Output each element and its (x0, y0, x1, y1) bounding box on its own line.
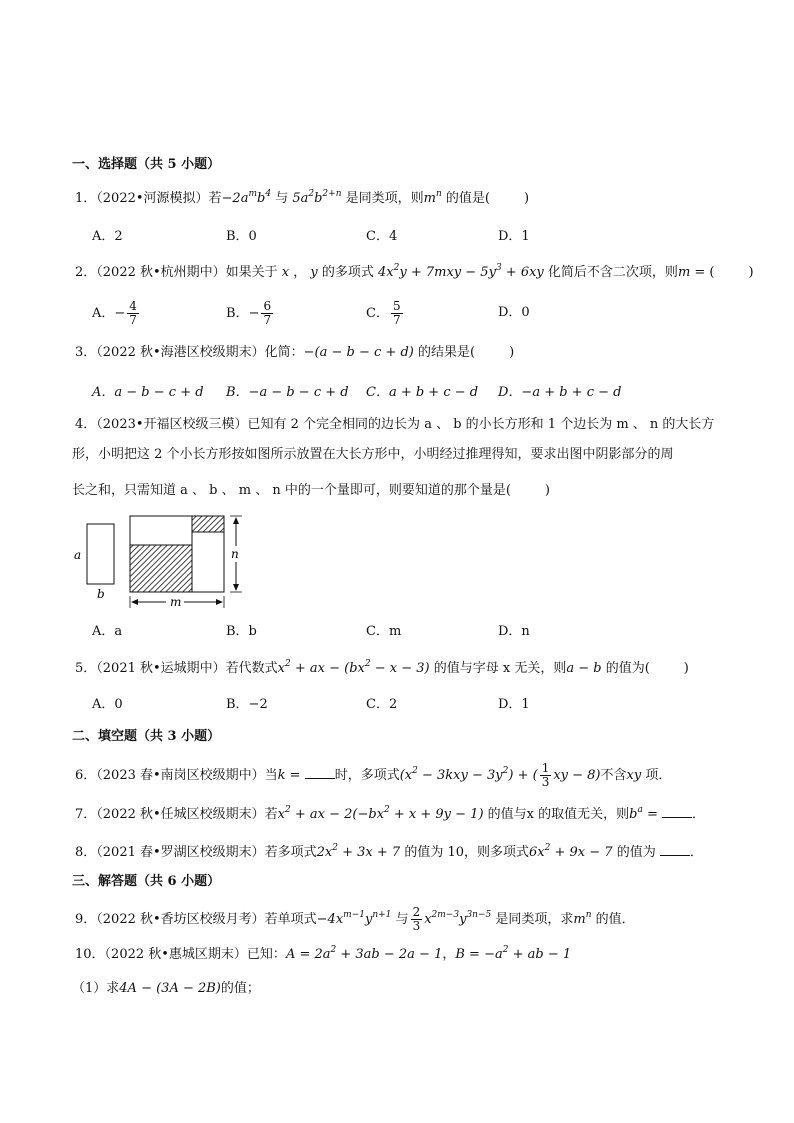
question-4-line-3: 长之和，只需知道 a 、 b 、 m 、 n 中的一个量即可，则要知道的那个量是( ) (72, 483, 550, 498)
q7-answer-blank[interactable] (662, 805, 692, 818)
shaded-region-top-right (192, 516, 224, 532)
small-rectangle (87, 524, 114, 584)
q4-rectangle-figure (66, 510, 256, 620)
question-2: 2．（2022 秋•杭州期中）如果关于 x ， y 的多项式 $4x^2y + 7mxy - 5y^3 + 6xy$ 化简后不含二次项，则m = ( ) (75, 263, 754, 280)
q3-option-d[interactable]: D．−a + b + c − d (498, 385, 622, 400)
q5-option-b[interactable]: B．−2 (226, 697, 268, 712)
section-title-fill: 二、填空题（共 3 小题） (72, 729, 221, 744)
q4-option-c[interactable]: C．m (366, 624, 402, 639)
shaded-region-bottom-left (130, 545, 192, 592)
q5-option-c[interactable]: C．2 (366, 697, 398, 712)
question-4-line-1: 4．（2023•开福区校级三模）已知有 2 个完全相同的边长为 a 、 b 的小长方形和 1 个边长为 m 、 n 的大长方 (75, 417, 715, 432)
q1-option-a[interactable]: A．2 (92, 229, 123, 244)
question-10: 10．（2022 秋•惠城区期末）已知：$A = 2a^2 + 3ab - 2a - 1$，$B = -a^2$ + ab − 1 (75, 945, 572, 962)
label-m: m (170, 595, 182, 609)
question-5: 5．（2021 秋•运城期中）若代数式$x^2$ + ax − $(bx^2 - x - 3)$ 的值与字母 x 无关，则a − b 的值为( ) (75, 659, 689, 676)
q6-answer-blank[interactable] (305, 766, 335, 779)
question-10-part-1: （1）求4A − (3A − 2B)的值； (72, 981, 260, 996)
q2-option-a[interactable]: A．− $\frac{4}{7}$ (92, 299, 137, 327)
q4-option-b[interactable]: B．b (226, 624, 257, 639)
question-4-line-2: 形，小明把这 2 个小长方形按如图所示放置在大长方形中，小明经过推理得知，要求出图中阴影部分的周 (72, 447, 674, 462)
q4-option-d[interactable]: D．n (498, 624, 530, 639)
q4-option-a[interactable]: A．a (92, 624, 123, 639)
q5-option-d[interactable]: D．1 (498, 697, 530, 712)
q2-option-d[interactable]: D．0 (498, 305, 530, 320)
vertical-small-rectangle (192, 532, 224, 592)
section-title-answer: 三、解答题（共 6 小题） (72, 874, 221, 889)
q1-option-d[interactable]: D．1 (498, 229, 530, 244)
q3-option-b[interactable]: B．−a − b − c + d (226, 385, 349, 400)
label-n: n (231, 547, 239, 561)
label-b: b (97, 587, 105, 601)
q3-option-a[interactable]: A．a − b − c + d (92, 385, 204, 400)
q8-answer-blank[interactable] (660, 843, 690, 856)
q1-option-b[interactable]: B．0 (226, 229, 257, 244)
section-title-choice: 一、选择题（共 5 小题） (72, 157, 221, 172)
q3-option-c[interactable]: C．a + b + c − d (366, 385, 479, 400)
q5-option-a[interactable]: A．0 (92, 697, 123, 712)
q2-option-b[interactable]: B．− $\frac{6}{7}$ (226, 299, 272, 327)
question-6: 6．（2023 春•南岗区校级期中）当k = 时，多项式$(x^2 - 3kxy - 3y^2)$ + ( $\frac{1}{3}$ xy − 8)不含xy 项． (75, 761, 672, 789)
q1-option-c[interactable]: C．4 (366, 229, 398, 244)
horizontal-small-rectangle (130, 516, 192, 545)
label-a: a (74, 548, 82, 562)
q2-option-c[interactable]: C． $\frac{5}{7}$ (366, 299, 401, 327)
question-9: 9．（2022 秋•香坊区校级月考）若单项式$-4x^{m-1}y^{n+1}$ 与 $\frac{2}{3}$ $x^{2m-3}y^{3n-5}$ 是同类项，求$m^n$ 的值． (75, 905, 635, 933)
question-7: 7．（2022 秋•任城区校级期末）若$x^2$ + ax − $2(-bx^2 + x + 9y - 1)$ 的值与x 的取值无关，则$b^a$ = ． (75, 805, 706, 822)
question-3: 3．（2022 秋•海港区校级期末）化简：−(a − b − c + d) 的结果是( ) (75, 345, 515, 360)
question-1: 1．（2022•河源模拟）若$-2a^mb^4$ 与 $5a^2b^{2+n}$ 是同类项，则$m^n$ 的值是( ) (75, 189, 530, 206)
question-8: 8．（2021 春•罗湖区校级期末）若多项式$2x^2 + 3x + 7$ 的值为 10，则多项式$6x^2 + 9x - 7$ 的值为 ． (75, 843, 703, 860)
